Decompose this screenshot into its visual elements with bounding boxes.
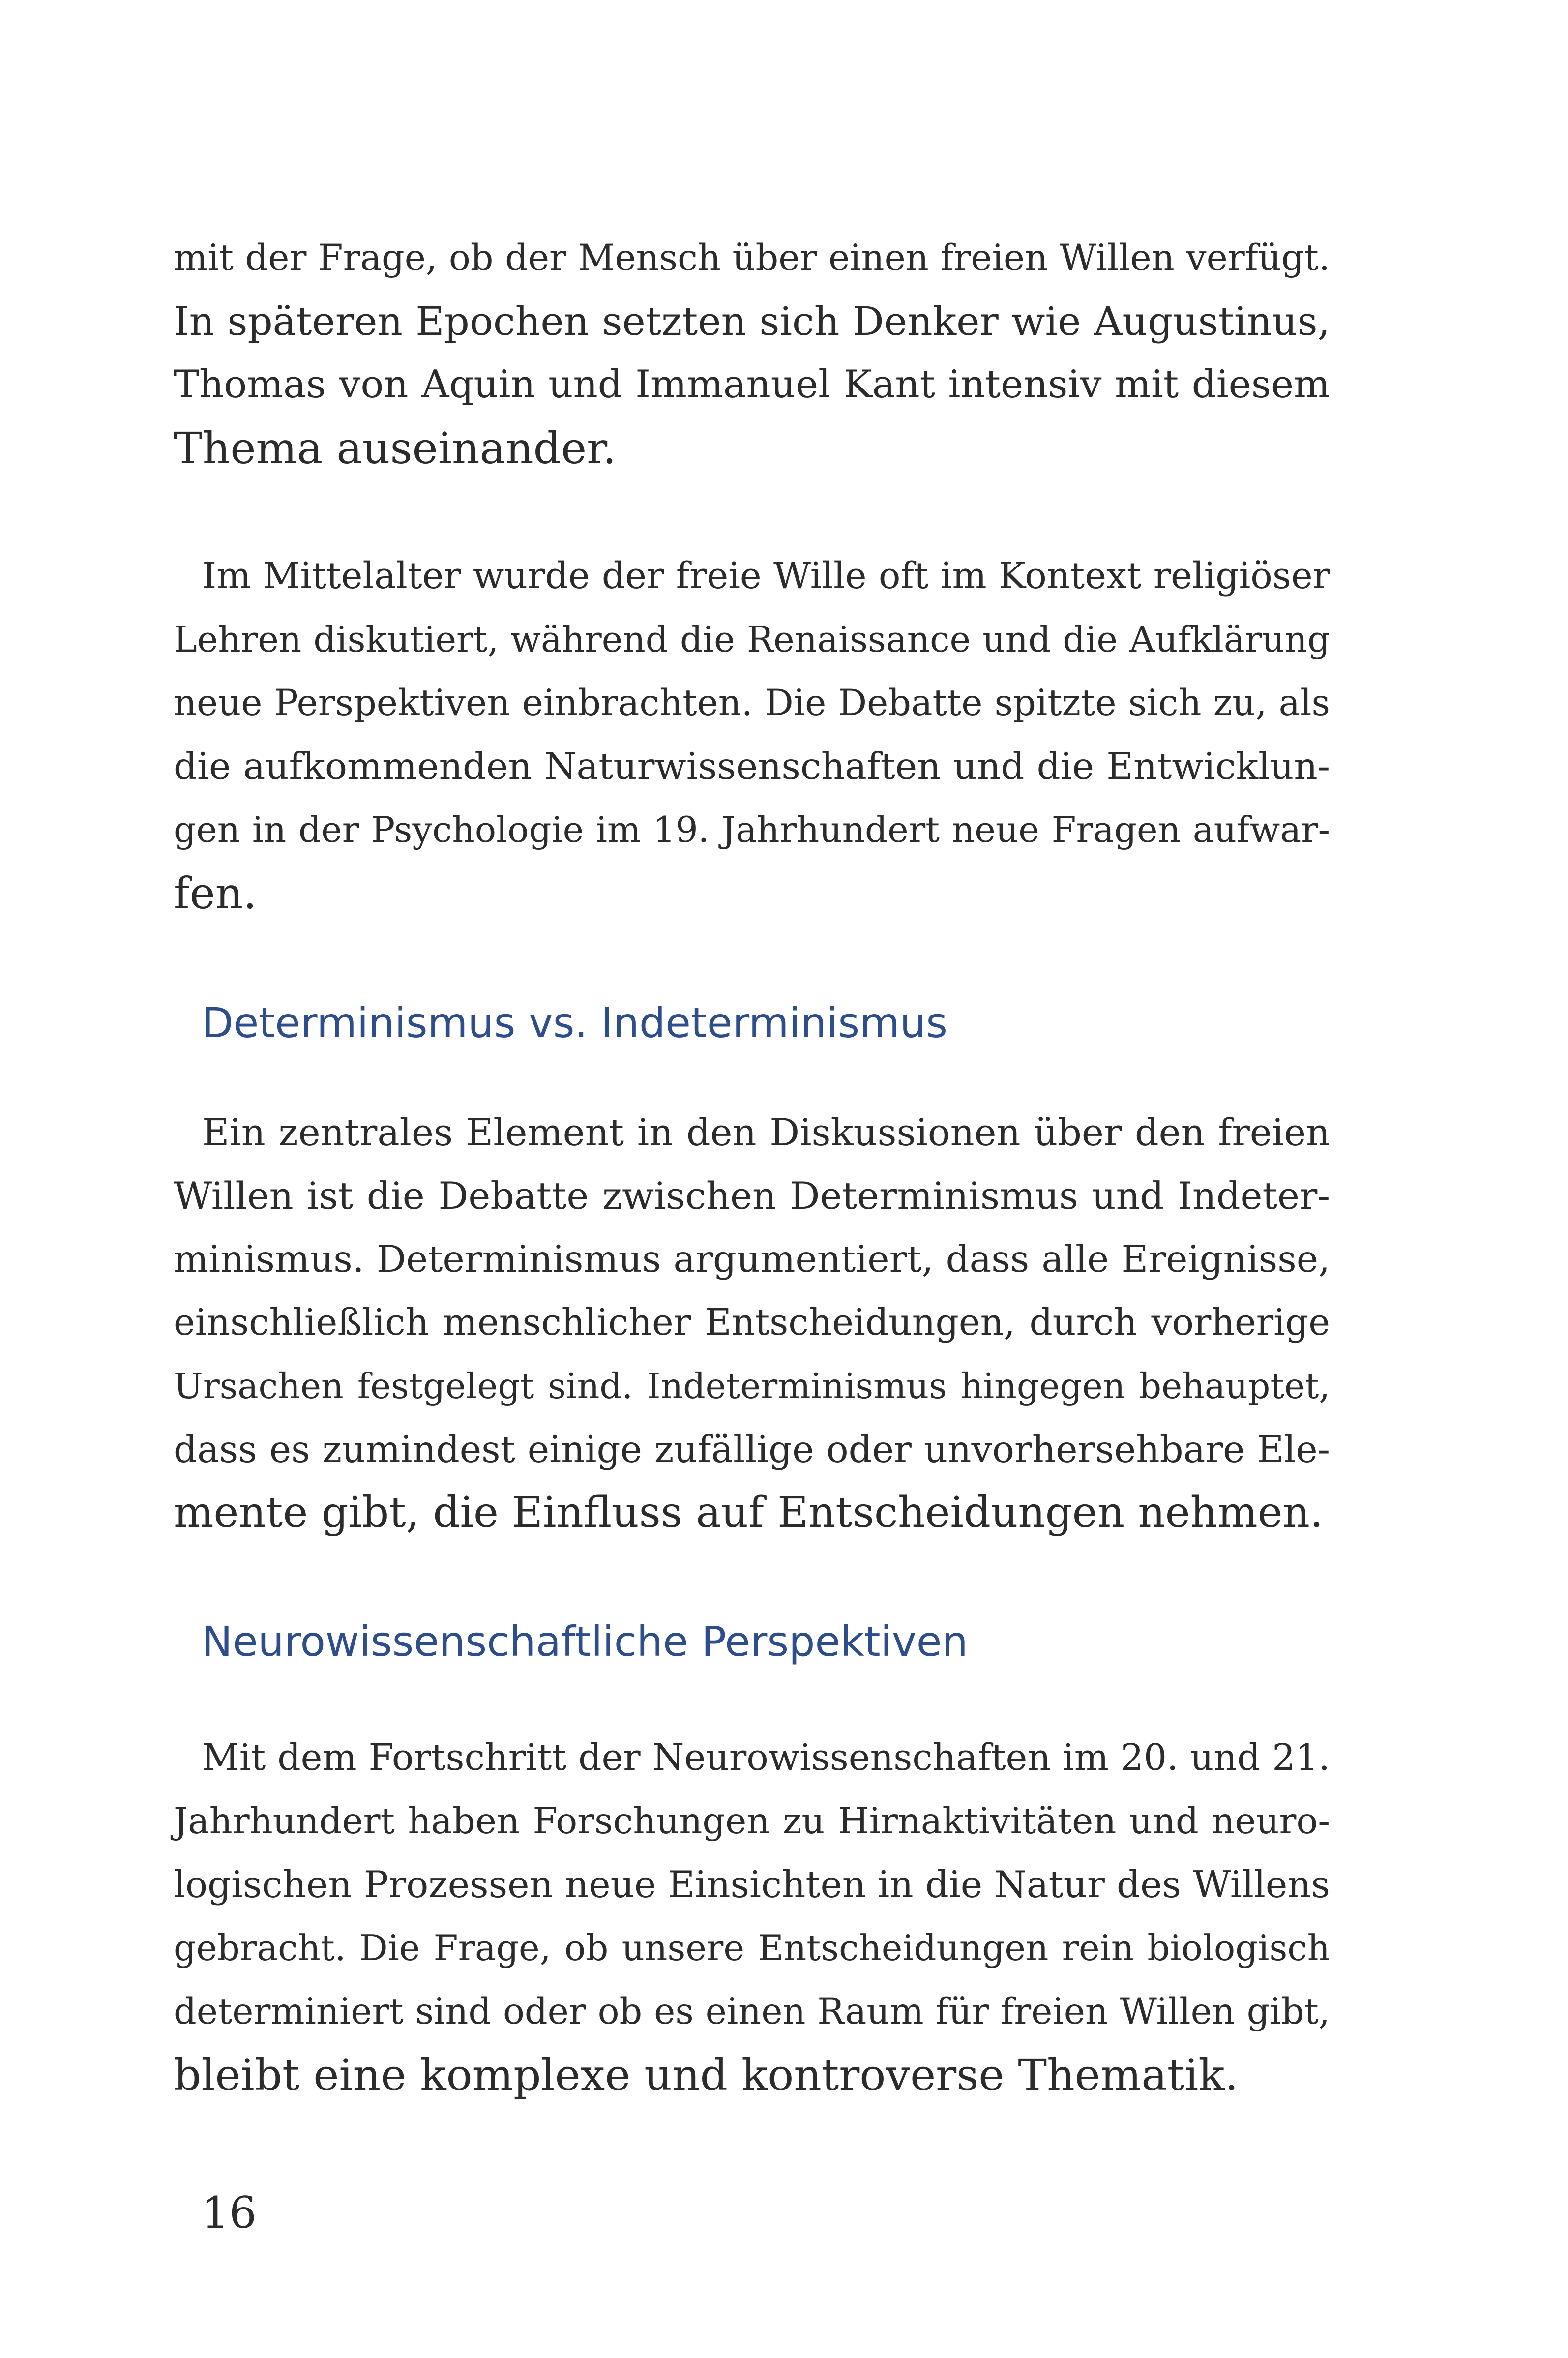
paragraph-line: Thomas von Aquin und Immanuel Kant intensiv mit diesem [174,362,1330,407]
paragraph-line: neue Perspektiven einbrachten. Die Debatte spitzte sich zu, als [174,682,1330,724]
paragraph-line: Ein zentrales Element in den Diskussionen über den freien [202,1110,1330,1154]
paragraph-3 [174,1101,1330,1545]
paragraph-2 [174,544,1330,925]
paragraph-line: minismus. Determinismus argumentiert, dass alle Ereignisse, [174,1237,1330,1281]
paragraph-line: Ursachen festgelegt sind. Indeterminismus hingegen behauptet, [174,1366,1330,1406]
paragraph-line: Jahrhundert haben Forschungen zu Hirnaktivitäten und neuro- [174,1800,1330,1842]
paragraph-4 [174,1726,1330,2107]
section-heading-neuro: Neurowissenschaftliche Perspektiven [202,1617,968,1666]
page-number: 16 [202,2187,257,2238]
paragraph-line: Lehren diskutiert, während die Renaissance und die Aufklärung [174,619,1330,660]
paragraph-line: determiniert sind oder ob es einen Raum für freien Willen gibt, [174,1991,1330,2032]
paragraph-line: Mit dem Fortschritt der Neurowissenschaften im 20. und 21. [202,1736,1330,1779]
paragraph-1 [174,226,1330,480]
paragraph-line: bleibt eine komplexe und kontroverse Thematik. [174,2050,1239,2100]
paragraph-line: Thema auseinander. [174,423,617,474]
paragraph-line: gebracht. Die Frage, ob unsere Entscheidungen rein biologisch [174,1927,1330,1969]
paragraph-line: Im Mittelalter wurde der freie Wille oft im Kontext religiöser [202,555,1330,597]
paragraph-line: gen in der Psychologie im 19. Jahrhundert neue Fragen aufwar- [174,809,1330,850]
paragraph-line: dass es zumindest einige zufällige oder unvorhersehbare Ele- [174,1428,1330,1471]
paragraph-line: logischen Prozessen neue Einsichten in die Natur des Willens [174,1863,1330,1906]
paragraph-line: die aufkommenden Naturwissenschaften und die Entwicklun- [174,745,1330,788]
section-heading-determinism: Determinismus vs. Indeterminismus [202,999,947,1047]
paragraph-line: mit der Frage, ob der Mensch über einen freien Willen verfügt. [174,237,1330,279]
paragraph-line: Willen ist die Debatte zwischen Determinismus und Indeter- [174,1174,1330,1218]
paragraph-line: mente gibt, die Einfluss auf Entscheidungen nehmen. [174,1488,1324,1537]
paragraph-line: fen. [174,868,257,919]
paragraph-line: einschließlich menschlicher Entscheidungen, durch vorherige [174,1301,1330,1343]
paragraph-line: In späteren Epochen setzten sich Denker wie Augustinus, [174,298,1330,344]
